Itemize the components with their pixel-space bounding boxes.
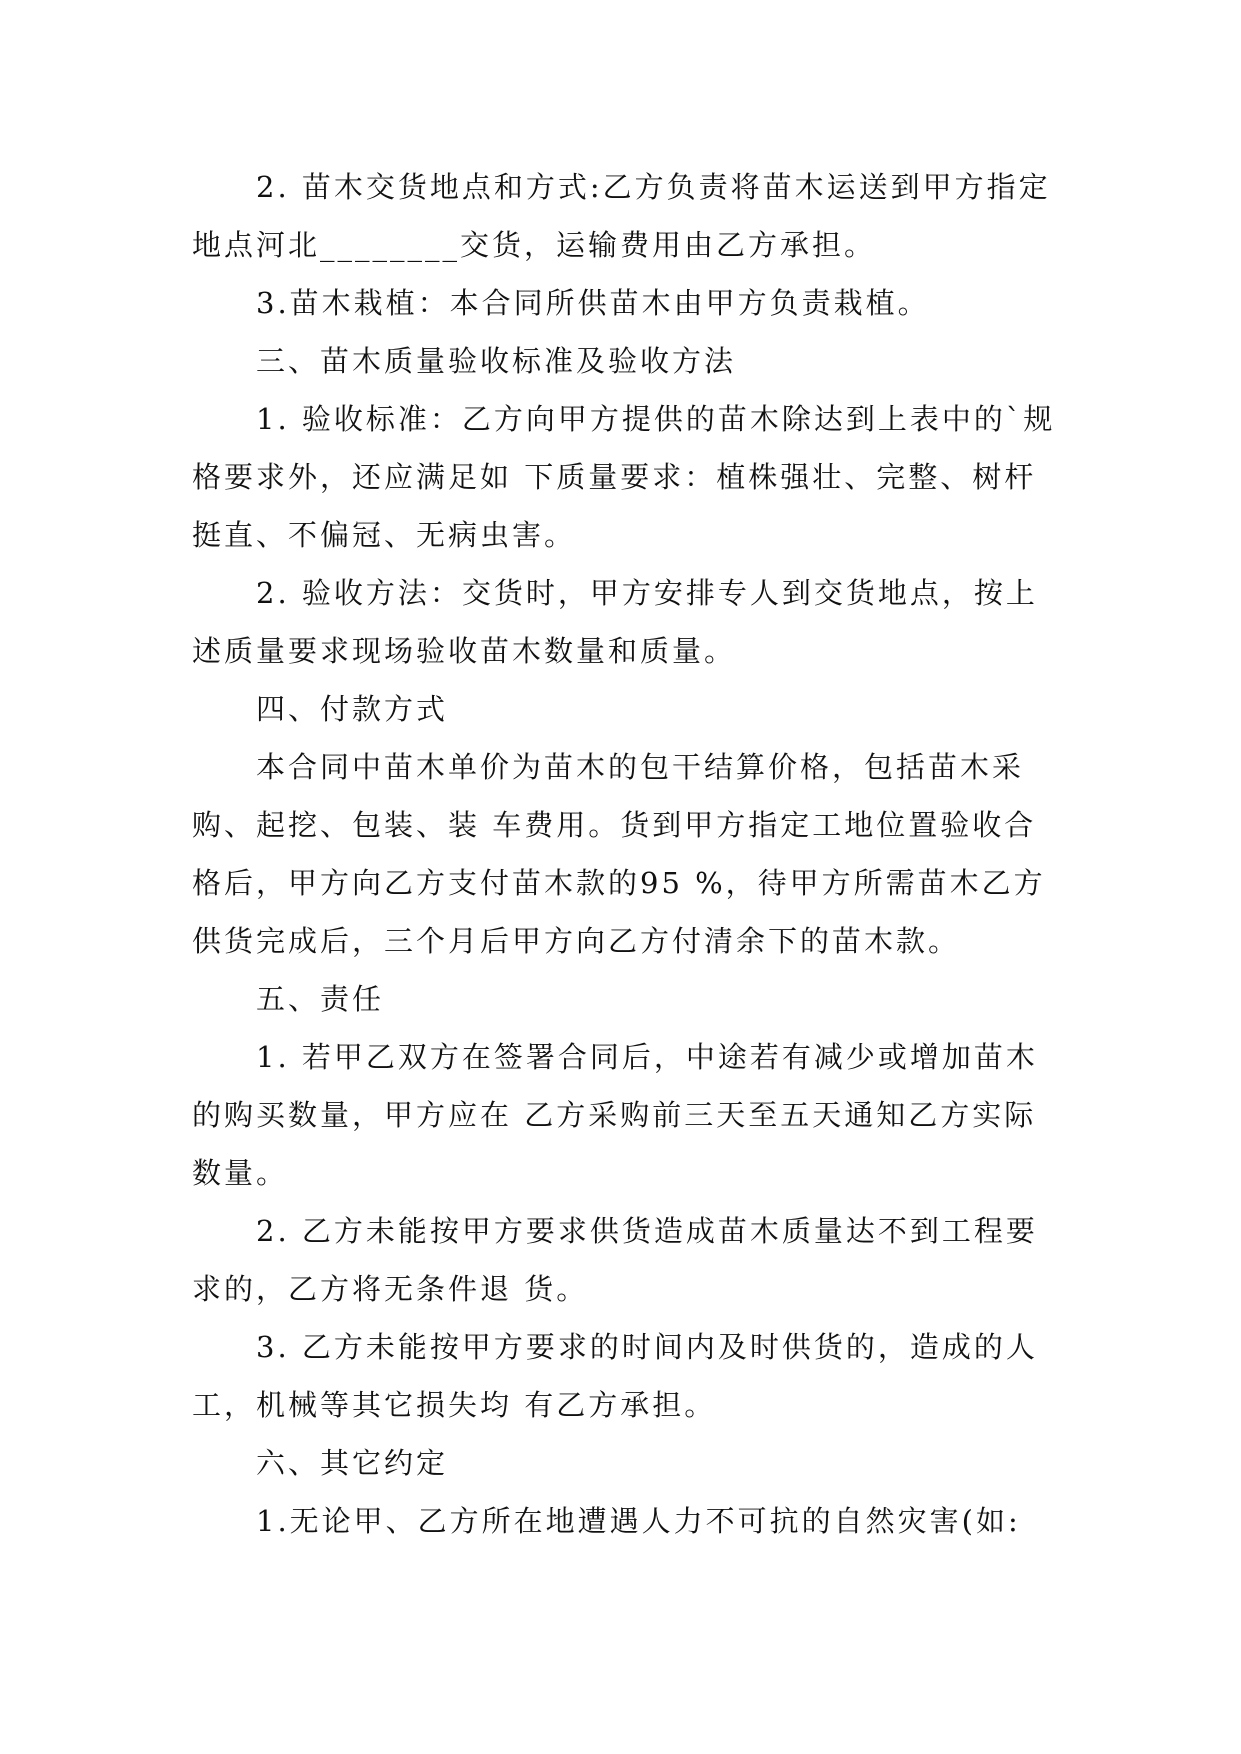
section-heading-quality-acceptance: 三、苗木质量验收标准及验收方法 xyxy=(256,344,737,378)
paragraph-delivery-location: 2. 苗木交货地点和方式:乙方负责将苗木运送到甲方指定地点河北________交货，运输费用由乙方承担。 xyxy=(192,170,1051,262)
section-heading-other-terms: 六、其它约定 xyxy=(256,1446,449,1480)
paragraph-planting: 3.苗木栽植：本合同所供苗木由甲方负责栽植。 xyxy=(256,286,930,320)
document-body xyxy=(192,158,1062,1550)
paragraph-acceptance-standard: 1. 验收标准：乙方向甲方提供的苗木除达到上表中的`规格要求外，还应满足如 下质量要求：植株强壮、完整、树杆挺直、不偏冠、无病虫害。 xyxy=(192,402,1056,552)
paragraph-payment-terms: 本合同中苗木单价为苗木的包干结算价格，包括苗木采购、起挖、包装、装 车费用。货到甲方指定工地位置验收合格后，甲方向乙方支付苗木款的95 %，待甲方所需苗木乙方供货完成后，三个月后甲方向乙方付清余下的苗木款。 xyxy=(192,750,1046,958)
paragraph-acceptance-method: 2. 验收方法：交货时，甲方安排专人到交货地点，按上述质量要求现场验收苗木数量和质量。 xyxy=(192,576,1038,668)
paragraph-other-terms-1: 1.无论甲、乙方所在地遭遇人力不可抗的自然灾害(如: xyxy=(256,1504,1021,1538)
section-heading-responsibility: 五、责任 xyxy=(256,982,385,1016)
paragraph-responsibility-3: 3. 乙方未能按甲方要求的时间内及时供货的，造成的人工，机械等其它损失均 有乙方承担。 xyxy=(192,1330,1038,1422)
paragraph-responsibility-2: 2. 乙方未能按甲方要求供货造成苗木质量达不到工程要求的，乙方将无条件退 货。 xyxy=(192,1214,1038,1306)
section-heading-payment: 四、付款方式 xyxy=(256,692,449,726)
paragraph-responsibility-1: 1. 若甲乙双方在签署合同后，中途若有减少或增加苗木的购买数量，甲方应在 乙方采购前三天至五天通知乙方实际数量。 xyxy=(192,1040,1038,1190)
